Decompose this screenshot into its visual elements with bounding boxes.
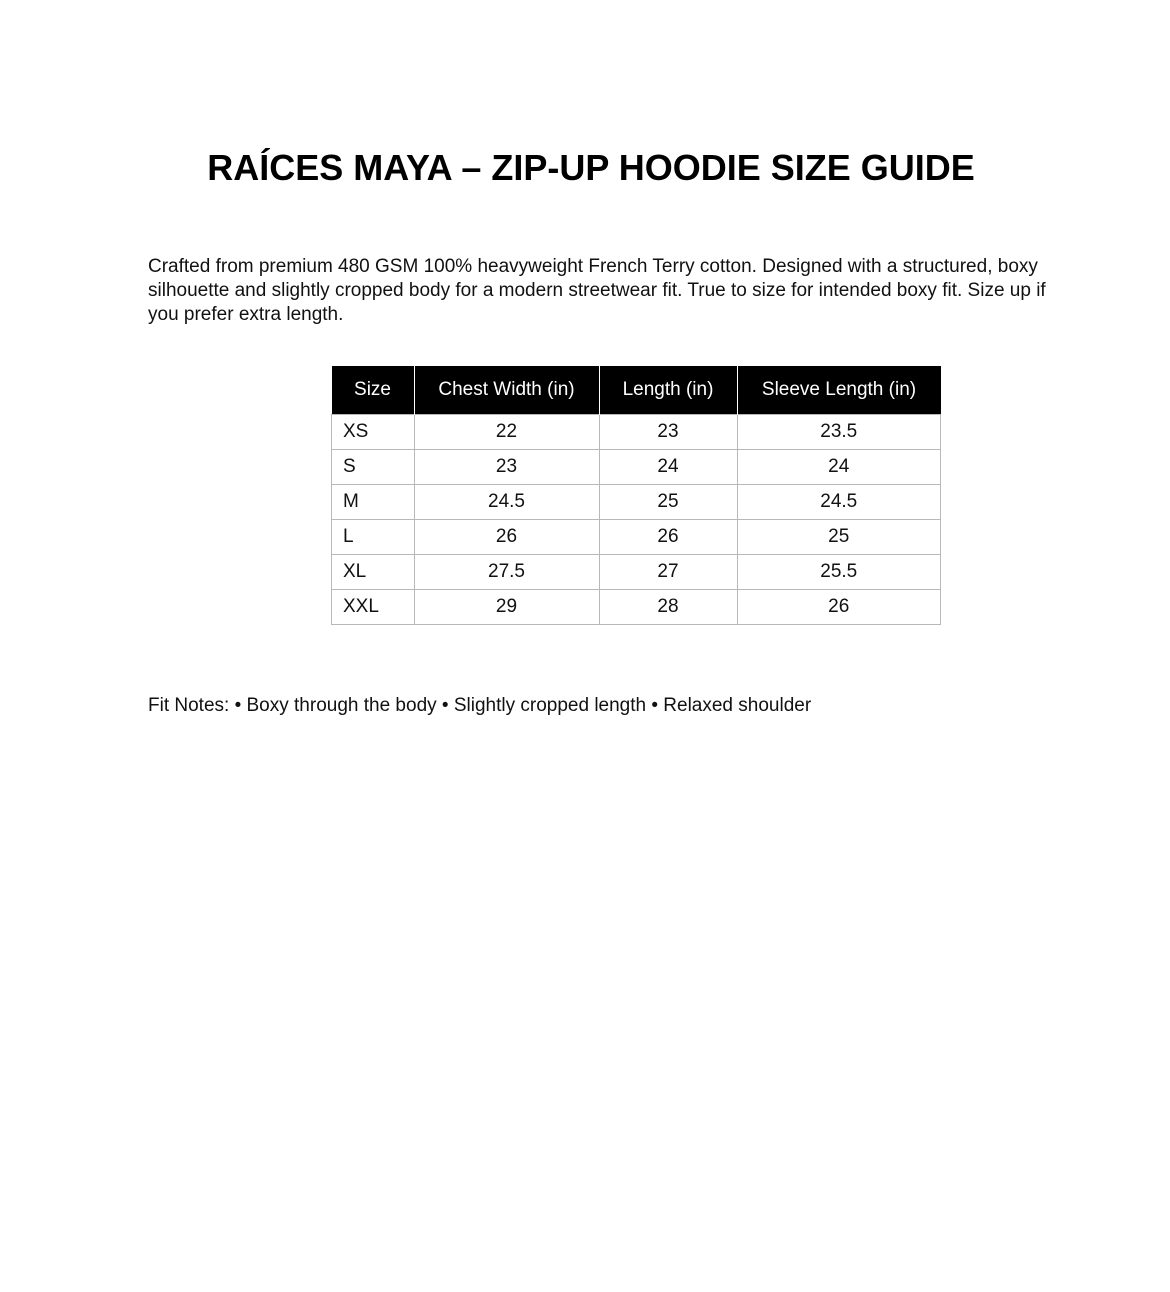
- header-chest-width: Chest Width (in): [414, 366, 599, 415]
- table-cell-size: M: [332, 485, 415, 520]
- table-cell-sleeve: 23.5: [737, 415, 941, 450]
- table-cell-sleeve: 26: [737, 590, 941, 625]
- table-row: [332, 485, 941, 520]
- table-cell-size: XXL: [332, 590, 415, 625]
- table-cell-chest: 29: [414, 590, 599, 625]
- size-table: [331, 366, 941, 625]
- table-cell-length: 23: [599, 415, 737, 450]
- table-cell-chest: 27.5: [414, 555, 599, 590]
- table-cell-length: 26: [599, 520, 737, 555]
- table-cell-length: 27: [599, 555, 737, 590]
- table-cell-length: 24: [599, 450, 737, 485]
- table-cell-length: 28: [599, 590, 737, 625]
- table-row: [332, 555, 941, 590]
- table-cell-sleeve: 24.5: [737, 485, 941, 520]
- table-cell-size: L: [332, 520, 415, 555]
- table-cell-chest: 23: [414, 450, 599, 485]
- table-cell-size: XS: [332, 415, 415, 450]
- header-size: Size: [332, 366, 415, 415]
- table-header-row: [332, 366, 941, 415]
- table-row: [332, 590, 941, 625]
- table-cell-chest: 22: [414, 415, 599, 450]
- table-cell-size: XL: [332, 555, 415, 590]
- table-cell-sleeve: 25: [737, 520, 941, 555]
- table-cell-size: S: [332, 450, 415, 485]
- table-row: [332, 520, 941, 555]
- table-cell-chest: 26: [414, 520, 599, 555]
- header-sleeve-length: Sleeve Length (in): [737, 366, 941, 415]
- table-row: [332, 415, 941, 450]
- fit-notes: Fit Notes: • Boxy through the body • Slightly cropped length • Relaxed shoulder: [148, 695, 812, 716]
- table-cell-sleeve: 25.5: [737, 555, 941, 590]
- header-length: Length (in): [599, 366, 737, 415]
- table-row: [332, 450, 941, 485]
- page-title: RAÍCES MAYA – ZIP-UP HOODIE SIZE GUIDE: [207, 147, 975, 188]
- table-cell-length: 25: [599, 485, 737, 520]
- product-description: Crafted from premium 480 GSM 100% heavyweight French Terry cotton. Designed with a structured, boxy silhouette and slightly cropped body for a modern streetwear fit. True to size for intended boxy fit. Size up if you prefer extra length.: [148, 256, 1046, 325]
- table-cell-sleeve: 24: [737, 450, 941, 485]
- table-cell-chest: 24.5: [414, 485, 599, 520]
